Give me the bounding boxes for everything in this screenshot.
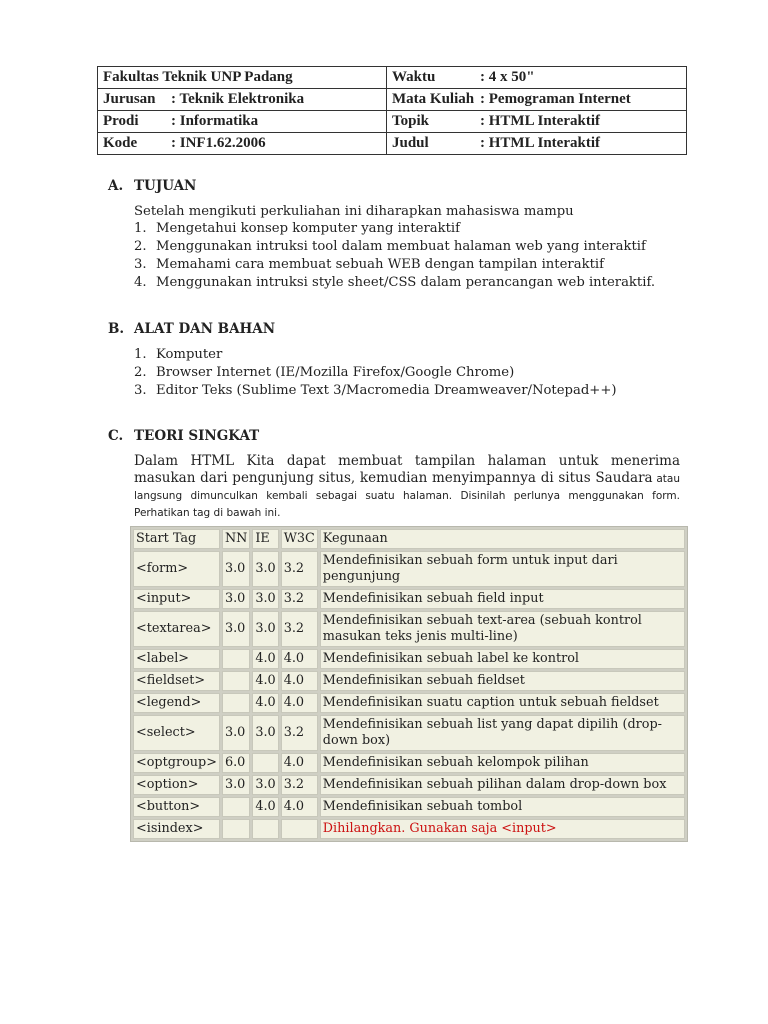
course-info-row <box>98 67 687 89</box>
section-c-heading <box>108 428 259 444</box>
course-info-row <box>98 133 687 155</box>
cell-nn <box>222 671 250 691</box>
cell-ie: 4.0 <box>252 797 278 817</box>
table-row <box>133 693 685 713</box>
cell-ie: 4.0 <box>252 649 278 669</box>
list-item-number: 1. <box>134 221 147 236</box>
cell-w3c: 3.2 <box>281 589 318 609</box>
table-row <box>133 819 685 839</box>
cell-start-tag: <optgroup> <box>133 753 220 773</box>
cell-start-tag: <button> <box>133 797 220 817</box>
info-value: : 4 x 50" <box>480 69 535 85</box>
info-label: Waktu <box>392 69 436 85</box>
cell-kegunaan: Dihilangkan. Gunakan saja <input> <box>320 819 685 839</box>
info-label: Topik <box>392 113 429 129</box>
list-item-text: Memahami cara membuat sebuah WEB dengan tampilan interaktif <box>156 257 604 272</box>
col-header-start-tag: Start Tag <box>133 529 220 549</box>
cell-start-tag: <legend> <box>133 693 220 713</box>
cell-w3c: 4.0 <box>281 693 318 713</box>
cell-ie: 3.0 <box>252 589 278 609</box>
cell-nn <box>222 797 250 817</box>
cell-w3c: 4.0 <box>281 649 318 669</box>
theory-text: Dalam HTML Kita dapat membuat tampilan halaman untuk menerima masukan dari pengunjung situs, kemudian menyimpannya di situs Saudara <box>134 453 680 486</box>
cell-w3c: 3.2 <box>281 551 318 587</box>
table-row <box>133 775 685 795</box>
cell-nn: 3.0 <box>222 775 250 795</box>
list-item-number: 2. <box>134 239 147 254</box>
cell-start-tag: <label> <box>133 649 220 669</box>
table-row <box>133 671 685 691</box>
info-label: Kode <box>103 135 138 151</box>
table-row <box>133 551 685 587</box>
info-value: : Informatika <box>171 113 259 129</box>
cell-start-tag: <fieldset> <box>133 671 220 691</box>
course-info-body <box>98 67 687 155</box>
course-info-right <box>387 133 687 155</box>
info-label: Judul <box>392 135 429 151</box>
course-info-right <box>387 111 687 133</box>
info-value: : HTML Interaktif <box>480 135 600 151</box>
theory-text-small: atau langsung dimunculkan kembali sebagai suatu halaman. Disinilah perlunya menggunakan form. Perhatikan tag di bawah ini. <box>134 473 681 519</box>
list-item-number: 3. <box>134 257 147 272</box>
cell-nn: 3.0 <box>222 551 250 587</box>
cell-start-tag: <select> <box>133 715 220 751</box>
list-item <box>134 220 655 238</box>
list-item-number: 4. <box>134 275 147 290</box>
course-info-row <box>98 111 687 133</box>
info-value: : Pemograman Internet <box>480 91 631 107</box>
course-info-table <box>97 66 687 155</box>
section-b-title: ALAT DAN BAHAN <box>134 321 276 337</box>
list-item-text: Menggunakan intruksi tool dalam membuat halaman web yang interaktif <box>156 239 646 254</box>
section-a-intro: Setelah mengikuti perkuliahan ini diharapkan mahasiswa mampu <box>134 204 574 219</box>
cell-nn: 6.0 <box>222 753 250 773</box>
tools-list <box>134 346 617 400</box>
table-row <box>133 611 685 647</box>
list-item <box>134 256 655 274</box>
table-row <box>133 649 685 669</box>
cell-kegunaan: Mendefinisikan sebuah form untuk input dari pengunjung <box>320 551 685 587</box>
cell-w3c: 4.0 <box>281 753 318 773</box>
cell-start-tag: <option> <box>133 775 220 795</box>
col-header-nn: NN <box>222 529 250 549</box>
course-info-row <box>98 89 687 111</box>
cell-kegunaan: Mendefinisikan sebuah fieldset <box>320 671 685 691</box>
cell-start-tag: <textarea> <box>133 611 220 647</box>
list-item-text: Editor Teks (Sublime Text 3/Macromedia Dreamweaver/Notepad++) <box>156 383 617 398</box>
cell-nn <box>222 693 250 713</box>
cell-kegunaan: Mendefinisikan sebuah list yang dapat dipilih (drop-down box) <box>320 715 685 751</box>
cell-start-tag: <isindex> <box>133 819 220 839</box>
cell-ie: 3.0 <box>252 715 278 751</box>
cell-w3c: 4.0 <box>281 671 318 691</box>
cell-w3c: 3.2 <box>281 611 318 647</box>
cell-kegunaan: Mendefinisikan sebuah field input <box>320 589 685 609</box>
list-item-number: 1. <box>134 347 147 362</box>
info-label: Prodi <box>103 113 139 129</box>
cell-w3c: 3.2 <box>281 715 318 751</box>
cell-ie: 3.0 <box>252 551 278 587</box>
table-row <box>133 753 685 773</box>
table-row <box>133 715 685 751</box>
table-row <box>133 589 685 609</box>
cell-kegunaan: Mendefinisikan sebuah pilihan dalam drop-down box <box>320 775 685 795</box>
section-c-title: TEORI SINGKAT <box>134 428 260 444</box>
list-item <box>134 364 617 382</box>
cell-ie: 4.0 <box>252 671 278 691</box>
course-info-right <box>387 89 687 111</box>
list-item <box>134 382 617 400</box>
info-value: : Teknik Elektronika <box>171 91 305 107</box>
cell-kegunaan: Mendefinisikan sebuah text-area (sebuah kontrol masukan teks jenis multi-line) <box>320 611 685 647</box>
cell-start-tag: <form> <box>133 551 220 587</box>
cell-kegunaan: Mendefinisikan sebuah tombol <box>320 797 685 817</box>
course-info-left <box>98 67 387 89</box>
html-form-tags-table <box>130 526 688 842</box>
cell-nn: 3.0 <box>222 589 250 609</box>
section-c-letter: C. <box>108 428 124 444</box>
list-item <box>134 238 655 256</box>
course-info-right <box>387 67 687 89</box>
section-a-heading <box>108 178 196 194</box>
list-item-text: Menggunakan intruksi style sheet/CSS dalam perancangan web interaktif. <box>156 275 656 290</box>
theory-paragraph <box>134 453 680 521</box>
cell-nn <box>222 819 250 839</box>
cell-nn: 3.0 <box>222 611 250 647</box>
cell-ie <box>252 753 278 773</box>
cell-kegunaan: Mendefinisikan sebuah kelompok pilihan <box>320 753 685 773</box>
course-info-left <box>98 89 387 111</box>
info-label: Fakultas Teknik UNP Padang <box>103 69 293 85</box>
section-a-letter: A. <box>108 178 124 194</box>
col-header-ie: IE <box>252 529 278 549</box>
cell-nn: 3.0 <box>222 715 250 751</box>
course-info-left <box>98 111 387 133</box>
list-item-text: Komputer <box>156 347 223 362</box>
cell-start-tag: <input> <box>133 589 220 609</box>
cell-kegunaan: Mendefinisikan sebuah label ke kontrol <box>320 649 685 669</box>
cell-ie: 3.0 <box>252 775 278 795</box>
list-item <box>134 346 617 364</box>
cell-kegunaan: Mendefinisikan suatu caption untuk sebuah fieldset <box>320 693 685 713</box>
info-label: Mata Kuliah <box>392 91 475 107</box>
cell-w3c: 3.2 <box>281 775 318 795</box>
tags-table-body <box>133 551 685 839</box>
course-info-left <box>98 133 387 155</box>
cell-ie <box>252 819 278 839</box>
section-b-letter: B. <box>108 321 125 337</box>
list-item <box>134 274 655 292</box>
cell-w3c: 4.0 <box>281 797 318 817</box>
list-item-number: 3. <box>134 383 147 398</box>
info-value: : HTML Interaktif <box>480 113 600 129</box>
list-item-text: Mengetahui konsep komputer yang interaktif <box>156 221 461 236</box>
section-a-title: TUJUAN <box>134 178 197 194</box>
table-row <box>133 797 685 817</box>
cell-ie: 4.0 <box>252 693 278 713</box>
cell-w3c <box>281 819 318 839</box>
section-b-heading <box>108 321 275 337</box>
col-header-w3c: W3C <box>281 529 318 549</box>
info-label: Jurusan <box>103 91 156 107</box>
list-item-number: 2. <box>134 365 147 380</box>
list-item-text: Browser Internet (IE/Mozilla Firefox/Google Chrome) <box>156 365 515 380</box>
info-value: : INF1.62.2006 <box>171 135 266 151</box>
objectives-list <box>134 220 655 292</box>
tags-table-header-row <box>133 529 685 549</box>
cell-nn <box>222 649 250 669</box>
col-header-kegunaan: Kegunaan <box>320 529 685 549</box>
cell-ie: 3.0 <box>252 611 278 647</box>
